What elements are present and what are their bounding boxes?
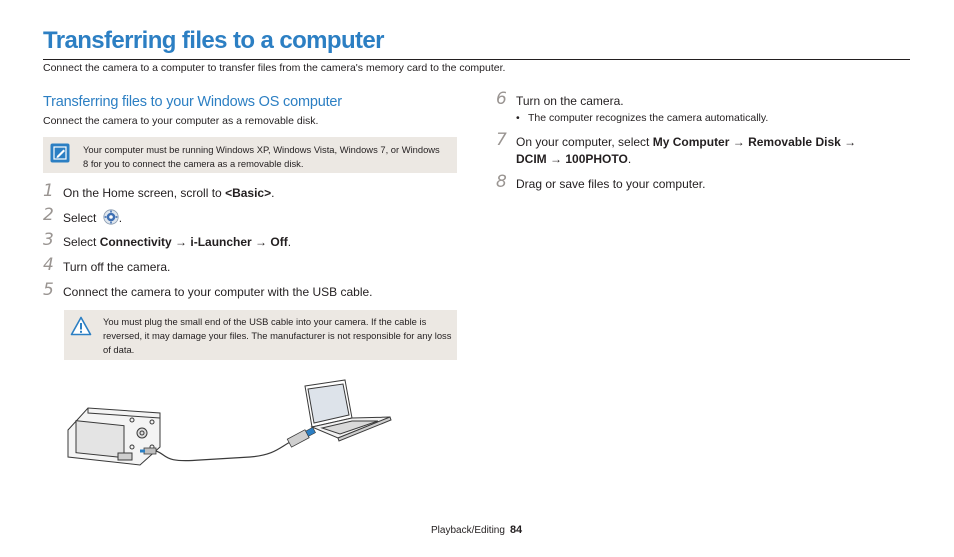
section-description: Connect the camera to your computer as a removable disk. (43, 115, 319, 127)
page-footer (431, 524, 522, 536)
note-box (43, 137, 457, 173)
note-pencil-icon (50, 143, 70, 163)
footer-section: Playback/Editing (431, 525, 505, 536)
step-number: 6 (496, 89, 507, 109)
step-number: 5 (43, 280, 54, 300)
step-text: Turn on the camera. (516, 94, 624, 108)
step-number: 2 (43, 205, 54, 225)
page-number: 84 (509, 524, 523, 536)
step-text: Drag or save files to your computer. (516, 177, 706, 191)
title-divider (43, 59, 910, 60)
bullet-dot: • (516, 112, 520, 124)
laptop-image (305, 380, 391, 441)
section-heading: Transferring files to your Windows OS computer (43, 94, 342, 110)
camera-laptop-illustration (60, 375, 400, 470)
caution-triangle-icon (70, 316, 92, 336)
step-6-bullet (516, 112, 768, 124)
step-text: Turn off the camera. (63, 260, 171, 274)
step-number: 8 (496, 172, 507, 192)
step-text: On the Home screen, scroll to <Basic>. (63, 186, 275, 200)
camera-image (68, 408, 160, 465)
step-number: 1 (43, 181, 54, 201)
step-text: Select Connectivity → i-Launcher → Off. (63, 235, 292, 249)
step-text: Select . (63, 211, 123, 225)
step-number: 4 (43, 255, 54, 275)
bullet-text: The computer recognizes the camera automatically. (528, 112, 769, 124)
page-intro: Connect the camera to a computer to transfer files from the camera's memory card to the computer. (43, 62, 506, 74)
warning-box (64, 310, 457, 360)
page-title: Transferring files to a computer (43, 27, 384, 54)
step-number: 7 (496, 130, 507, 150)
note-text: Your computer must be running Windows XP, Windows Vista, Windows 7, or Windows 8 for you to connect the camera as a removable disk. (83, 144, 440, 169)
step-text: Connect the camera to your computer with the USB cable. (63, 285, 373, 299)
usb-plug-large (287, 426, 316, 447)
step-number: 3 (43, 230, 54, 250)
usb-cable (156, 441, 292, 461)
step-text: On your computer, select My Computer → Removable Disk → DCIM → 100PHOTO. (516, 135, 857, 166)
warning-text: You must plug the small end of the USB cable into your camera. If the cable is reversed, it may damage your files. The manufacturer is not responsible for any loss of data. (103, 316, 452, 355)
settings-gear-icon (103, 209, 119, 225)
